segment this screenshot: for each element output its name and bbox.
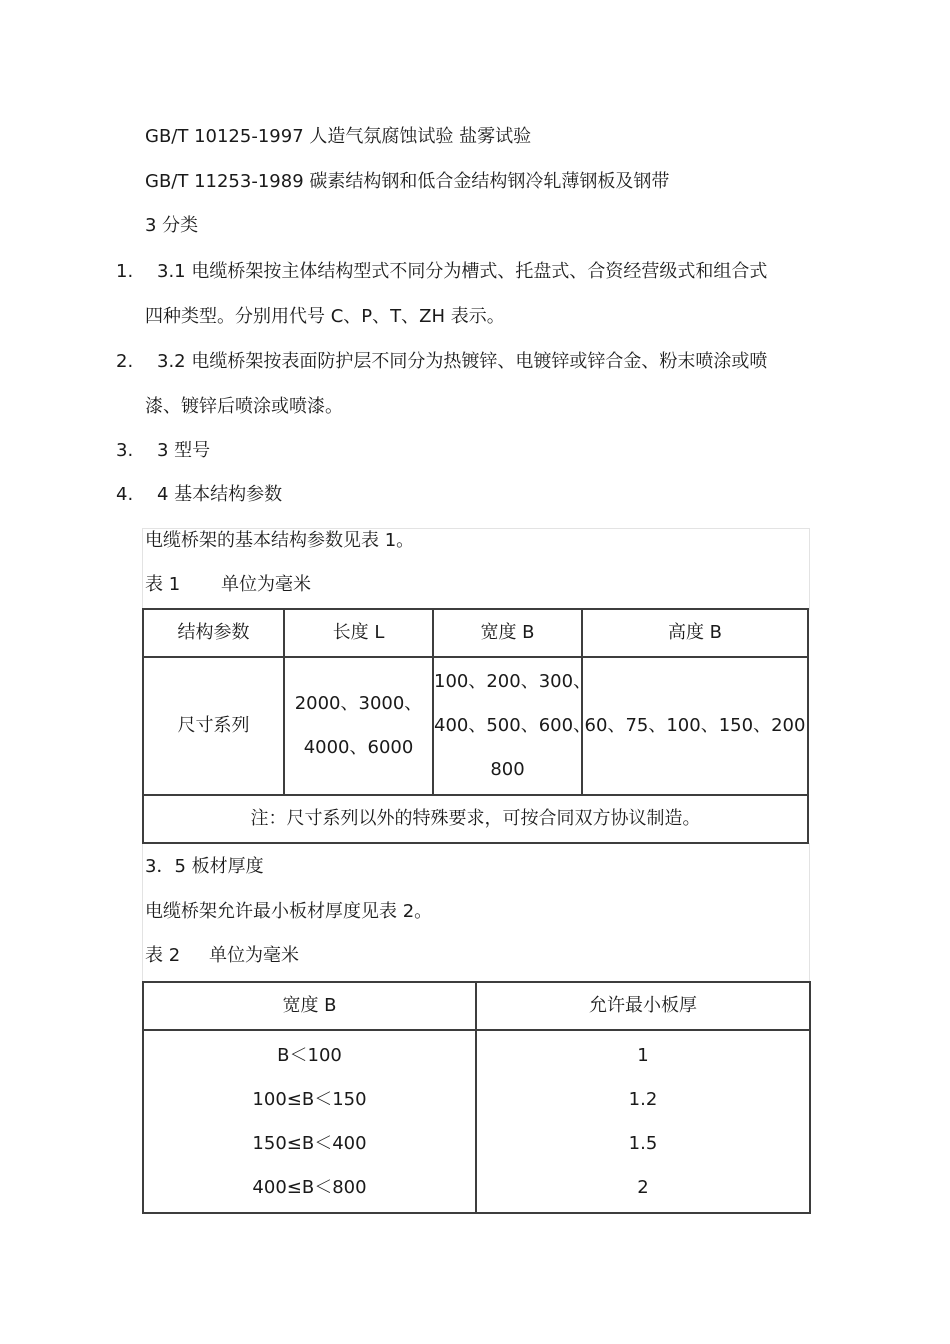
section-35-heading: 3．5 板材厚度 xyxy=(145,856,264,877)
list-number-3: 3. xyxy=(116,440,134,461)
table1 xyxy=(142,608,809,844)
table2-intro: 电缆桥架允许最小板材厚度见表 2。 xyxy=(145,901,433,922)
table2-caption-unit: 单位为毫米 xyxy=(209,945,299,966)
list-item-2-line-2: 漆、镀锌后喷涂或喷漆。 xyxy=(145,396,343,417)
table1-header-param: 结构参数 xyxy=(143,609,284,657)
table2-width-cell xyxy=(143,1030,476,1213)
table2 xyxy=(142,981,811,1214)
table1-caption-unit: 单位为毫米 xyxy=(221,574,311,595)
table1-header-height: 高度 B xyxy=(582,609,808,657)
table1-width-line-1: 100、200、300、 xyxy=(434,671,592,692)
table2-width-4: 400≤B＜800 xyxy=(252,1176,367,1198)
table1-caption-label: 表 1 xyxy=(145,574,181,595)
table1-header-width: 宽度 B xyxy=(433,609,582,657)
table2-header-width: 宽度 B xyxy=(143,982,476,1030)
list-item-1-line-1: 3.1 电缆桥架按主体结构型式不同分为槽式、托盘式、合资经营级式和组合式 xyxy=(157,261,768,282)
table2-thickness-2: 1.2 xyxy=(628,1088,658,1110)
list-number-1: 1. xyxy=(116,261,134,282)
table1-intro: 电缆桥架的基本结构参数见表 1。 xyxy=(145,530,415,551)
list-item-1-line-2: 四种类型。分别用代号 C、P、T、ZH 表示。 xyxy=(145,306,505,327)
list-item-4: 4 基本结构参数 xyxy=(157,484,283,505)
table1-width-line-3: 800 xyxy=(490,759,525,780)
table2-thickness-cell xyxy=(476,1030,810,1213)
table2-caption-label: 表 2 xyxy=(145,945,181,966)
list-number-2: 2. xyxy=(116,351,134,372)
table1-length-cell xyxy=(284,657,433,795)
table1-header-length: 长度 L xyxy=(284,609,433,657)
list-number-4: 4. xyxy=(116,484,134,505)
table2-thickness-3: 1.5 xyxy=(628,1132,658,1154)
table2-width-1: B＜100 xyxy=(277,1044,342,1066)
section-heading-classify: 3 分类 xyxy=(145,215,199,236)
table2-header-thickness: 允许最小板厚 xyxy=(476,982,810,1030)
table1-height-cell: 60、75、100、150、200 xyxy=(582,657,808,795)
table1-length-line-1: 2000、3000、 xyxy=(294,693,423,714)
table2-thickness-1: 1 xyxy=(637,1044,649,1066)
table2-width-2: 100≤B＜150 xyxy=(252,1088,367,1110)
table2-thickness-4: 2 xyxy=(637,1176,649,1198)
reference-line-2: GB/T 11253-1989 碳素结构钢和低合金结构钢冷轧薄钢板及钢带 xyxy=(145,171,670,192)
reference-line-1: GB/T 10125-1997 人造气氛腐蚀试验 盐雾试验 xyxy=(145,126,532,147)
table2-width-3: 150≤B＜400 xyxy=(252,1132,367,1154)
table1-width-line-2: 400、500、600、 xyxy=(434,715,592,736)
table1-note: 注：尺寸系列以外的特殊要求，可按合同双方协议制造。 xyxy=(143,795,808,843)
list-item-2-line-1: 3.2 电缆桥架按表面防护层不同分为热镀锌、电镀锌或锌合金、粉末喷涂或喷 xyxy=(157,351,768,372)
table1-width-cell xyxy=(433,657,592,795)
list-item-3: 3 型号 xyxy=(157,440,211,461)
table1-row-label: 尺寸系列 xyxy=(143,657,284,795)
table1-length-line-2: 4000、6000 xyxy=(303,737,414,758)
